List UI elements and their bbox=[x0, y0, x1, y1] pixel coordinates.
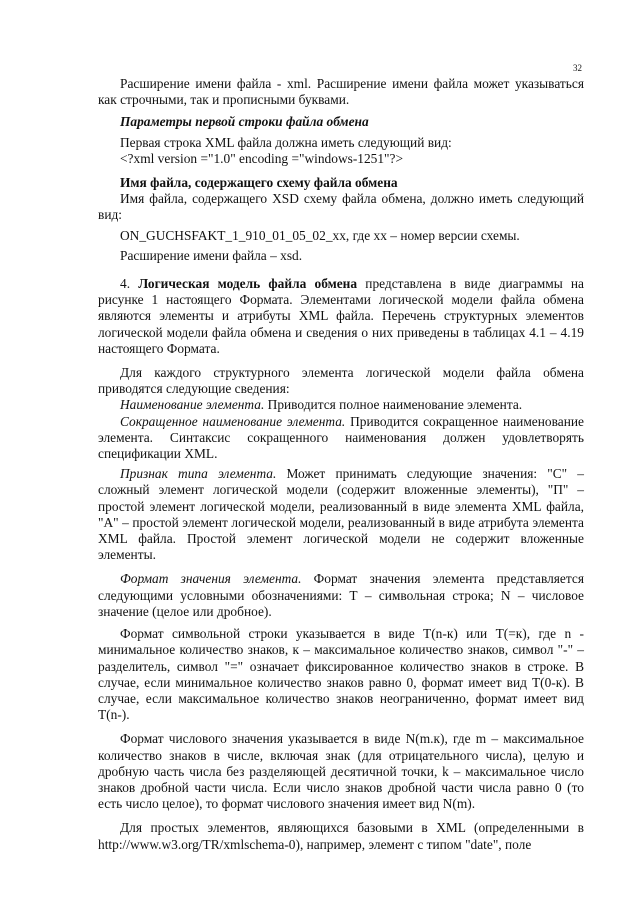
element-name-term: Наименование элемента. bbox=[120, 397, 265, 413]
short-name-term: Сокращенное наименование элемента. bbox=[120, 413, 346, 429]
section-4-paragraph bbox=[98, 276, 584, 357]
file-extension-paragraph: Расширение имени файла - xml. Расширение имени файла может указываться как строчными, так и прописными буквами. bbox=[98, 76, 584, 108]
base-types-paragraph: Для простых элементов, являющихся базовыми в XML (определенными в http://www.w3.org/TR/xmlschema-0), например, элемент с типом "date", поле bbox=[98, 820, 584, 852]
element-name-text: Приводится полное наименование элемента. bbox=[264, 397, 523, 413]
element-type-paragraph bbox=[98, 466, 584, 563]
each-element-paragraph: Для каждого структурного элемента логической модели файла обмена приводятся следующие сведения: bbox=[98, 365, 584, 397]
numeric-format-paragraph: Формат числового значения указывается в виде N(m.к), где m – максимальное количество знаков в числе, включая знак (для отрицательного числа), целую и дробную часть числа без разделяющей десятичной точки, k – максимальное число знаков дробной части числа. Если число знаков дробной части числа равно 0 (то есть число целое), то формат числового значения имеет вид N(m). bbox=[98, 731, 584, 812]
document-body bbox=[98, 76, 584, 853]
first-line-text: Первая строка XML файла должна иметь следующий вид: bbox=[120, 134, 452, 150]
short-name-paragraph bbox=[98, 414, 584, 463]
schema-extension: Расширение имени файла – xsd. bbox=[120, 247, 303, 263]
section-4-number: 4. bbox=[120, 276, 139, 292]
xml-declaration: <?xml version ="1.0" encoding ="windows-1251"?> bbox=[120, 150, 404, 166]
schema-name-text: Имя файла, содержащего XSD схему файла обмена, должно иметь следующий вид: bbox=[98, 191, 584, 223]
schema-name-value: ON_GUCHSFAKT_1_910_01_05_02_xx, где хх – номер версии схемы. bbox=[120, 227, 520, 243]
page-number: 32 bbox=[573, 63, 582, 73]
value-format-text: Формат значения элемента представляется следующими условными обозначениями: Т – символьная строка; N – числовое значение (целое или дробное). bbox=[98, 571, 584, 619]
element-name-paragraph bbox=[98, 397, 584, 413]
section-4-title: Логическая модель файла обмена bbox=[138, 276, 358, 292]
value-format-paragraph bbox=[98, 571, 584, 620]
element-type-text: Может принимать следующие значения: "С" – сложный элемент логической модели (содержит вложенные элементы), "П" – простой элемент логической модели, реализованный в виде элемента XML файла, "А" – простой элемент логической модели, реализованный в виде атрибута элемента XML файла. Простой элемент логической модели не содержит вложенные элементы. bbox=[98, 466, 585, 563]
short-name-text: Приводится сокращенное наименование элемента. Синтаксис сокращенного наименования должен удовлетворять спецификации XML. bbox=[98, 413, 584, 462]
string-format-paragraph: Формат символьной строки указывается в виде Т(n-к) или Т(=к), где n - минимальное количество знаков, к – максимальное количество знаков, символ "-" – разделитель, символ "=" означает фиксированное количество знаков в строке. В случае, если минимальное количество знаков равно 0, формат имеет вид Т(0-к). В случае, если максимальное количество знаков неограниченно, формат имеет вид Т(n-). bbox=[98, 626, 584, 723]
value-format-term: Формат значения элемента. bbox=[120, 571, 302, 587]
element-type-term: Признак типа элемента. bbox=[120, 466, 277, 482]
schema-name-heading: Имя файла, содержащего схему файла обмена bbox=[120, 175, 398, 191]
section-4-text: представлена в виде диаграммы на рисунке 1 настоящего Формата. Элементами логической модели файла обмена являются элементы и атрибуты XML файла. Перечень структурных элементов логической модели файла обмена и сведения о них приведены в таблицах 4.1 – 4.19 настоящего Формата. bbox=[98, 276, 585, 356]
first-line-heading: Параметры первой строки файла обмена bbox=[120, 114, 369, 130]
